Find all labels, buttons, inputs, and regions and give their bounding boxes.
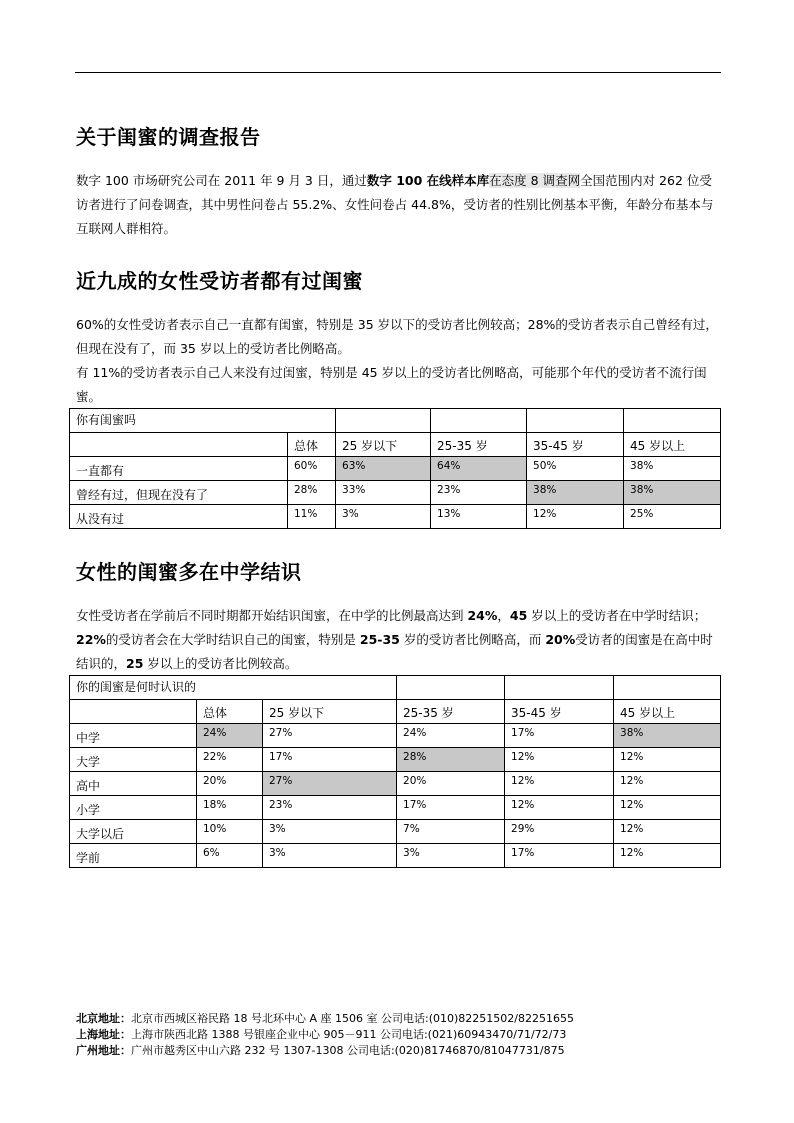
row-label: 学前 bbox=[70, 844, 197, 868]
table-cell: 23% bbox=[263, 796, 397, 820]
row-label: 中学 bbox=[70, 724, 197, 748]
table-title: 你有闺蜜吗 bbox=[70, 409, 336, 433]
have-bestie-table bbox=[69, 408, 721, 529]
table-cell: 12% bbox=[614, 820, 721, 844]
table-cell: 12% bbox=[614, 796, 721, 820]
table-cell: 17% bbox=[263, 748, 397, 772]
table-cell: 12% bbox=[505, 772, 614, 796]
table-cell: 17% bbox=[505, 844, 614, 868]
table-cell: 12% bbox=[505, 748, 614, 772]
report-title: 关于闺蜜的调查报告 bbox=[76, 125, 261, 149]
table-cell: 38% bbox=[624, 457, 721, 481]
table-cell: 10% bbox=[197, 820, 263, 844]
table-cell: 63% bbox=[336, 457, 431, 481]
table-cell: 3% bbox=[263, 820, 397, 844]
table-row bbox=[70, 481, 721, 505]
table-cell: 17% bbox=[505, 724, 614, 748]
column-header: 总体 bbox=[288, 433, 336, 457]
table-cell: 13% bbox=[431, 505, 527, 529]
column-header: 总体 bbox=[197, 700, 263, 724]
table-cell: 29% bbox=[505, 820, 614, 844]
table-cell: 27% bbox=[263, 772, 397, 796]
row-label: 大学 bbox=[70, 748, 197, 772]
column-header: 25-35 岁 bbox=[397, 700, 505, 724]
table-cell: 27% bbox=[263, 724, 397, 748]
table-row bbox=[70, 505, 721, 529]
column-header: 25-35 岁 bbox=[431, 433, 527, 457]
row-label: 高中 bbox=[70, 772, 197, 796]
table-cell: 12% bbox=[614, 748, 721, 772]
table-cell: 12% bbox=[614, 772, 721, 796]
table-cell: 12% bbox=[614, 844, 721, 868]
table-row bbox=[70, 457, 721, 481]
footer-guangzhou: 广州地址：广州市越秀区中山六路 232 号 1307-1308 公司电话:(020)81746870/81047731/875 bbox=[76, 1044, 565, 1057]
row-label: 小学 bbox=[70, 796, 197, 820]
section-heading-have-bestie: 近九成的女性受访者都有过闺蜜 bbox=[76, 269, 363, 293]
table-cell: 20% bbox=[397, 772, 505, 796]
table-cell: 3% bbox=[263, 844, 397, 868]
column-header: 25 岁以下 bbox=[263, 700, 397, 724]
table-cell: 28% bbox=[397, 748, 505, 772]
table-cell: 12% bbox=[527, 505, 624, 529]
where-met-paragraph: 女性受访者在学前后不同时期都开始结识闺蜜，在中学的比例最高达到 24%，45 岁以上的受访者在中学时结识；22%的受访者会在大学时结识自己的闺蜜，特别是 25-35 岁的受访者比例略高，而 20%受访者的闺蜜是在高中时结识的，25 岁以上的受访者比例较高。 bbox=[76, 608, 713, 671]
table-cell: 18% bbox=[197, 796, 263, 820]
row-label: 大学以后 bbox=[70, 820, 197, 844]
footer-shanghai: 上海地址：上海市陕西北路 1388 号银座企业中心 905－911 公司电话:(021)60943470/71/72/73 bbox=[76, 1028, 567, 1041]
column-header: 25 岁以下 bbox=[336, 433, 431, 457]
table-row bbox=[70, 796, 721, 820]
table-row bbox=[70, 724, 721, 748]
table-cell: 38% bbox=[624, 481, 721, 505]
column-header: 45 岁以上 bbox=[624, 433, 721, 457]
table-cell: 23% bbox=[431, 481, 527, 505]
table-cell: 17% bbox=[397, 796, 505, 820]
table-row bbox=[70, 844, 721, 868]
where-met-table bbox=[69, 675, 721, 868]
table-row bbox=[70, 772, 721, 796]
table-cell: 12% bbox=[505, 796, 614, 820]
row-label: 一直都有 bbox=[70, 457, 288, 481]
table-title: 你的闺蜜是何时认识的 bbox=[70, 676, 397, 700]
table-cell: 38% bbox=[527, 481, 624, 505]
table-cell: 24% bbox=[197, 724, 263, 748]
column-header: 35-45 岁 bbox=[527, 433, 624, 457]
table-cell: 50% bbox=[527, 457, 624, 481]
row-label: 从没有过 bbox=[70, 505, 288, 529]
table-cell: 11% bbox=[288, 505, 336, 529]
table-cell: 20% bbox=[197, 772, 263, 796]
have-bestie-paragraph: 60%的女性受访者表示自己一直都有闺蜜，特别是 35 岁以下的受访者比例较高；28%的受访者表示自己曾经有过，但现在没有了，而 35 岁以上的受访者比例略高。 有 11%的受访者表示自己人来没有过闺蜜，特别是 45 岁以上的受访者比例略高，可能那个年代的受访者不流行闺蜜。 bbox=[76, 317, 718, 404]
table-cell: 60% bbox=[288, 457, 336, 481]
table-row bbox=[70, 820, 721, 844]
footer-addresses bbox=[76, 1011, 574, 1059]
column-header: 45 岁以上 bbox=[614, 700, 721, 724]
intro-paragraph: 数字 100 市场研究公司在 2011 年 9 月 3 日，通过数字 100 在线样本库在态度 8 调查网全国范围内对 262 位受访者进行了问卷调查，其中男性问卷占 55.2%、女性问卷占 44.8%，受访者的性别比例基本平衡，年龄分布基本与互联网人群相符。 bbox=[76, 173, 714, 236]
table-cell: 24% bbox=[397, 724, 505, 748]
column-header: 35-45 岁 bbox=[505, 700, 614, 724]
table-cell: 38% bbox=[614, 724, 721, 748]
table-cell: 25% bbox=[624, 505, 721, 529]
table-row bbox=[70, 748, 721, 772]
table-cell: 7% bbox=[397, 820, 505, 844]
table-cell: 33% bbox=[336, 481, 431, 505]
table-cell: 64% bbox=[431, 457, 527, 481]
table-cell: 3% bbox=[336, 505, 431, 529]
table-cell: 22% bbox=[197, 748, 263, 772]
header-rule bbox=[75, 72, 721, 73]
table-cell: 28% bbox=[288, 481, 336, 505]
table-cell: 3% bbox=[397, 844, 505, 868]
footer-beijing: 北京地址：北京市西城区裕民路 18 号北环中心 A 座 1506 室 公司电话:(010)82251502/82251655 bbox=[76, 1012, 574, 1025]
table-cell: 6% bbox=[197, 844, 263, 868]
row-label: 曾经有过，但现在没有了 bbox=[70, 481, 288, 505]
section-heading-where-met: 女性的闺蜜多在中学结识 bbox=[76, 560, 302, 584]
